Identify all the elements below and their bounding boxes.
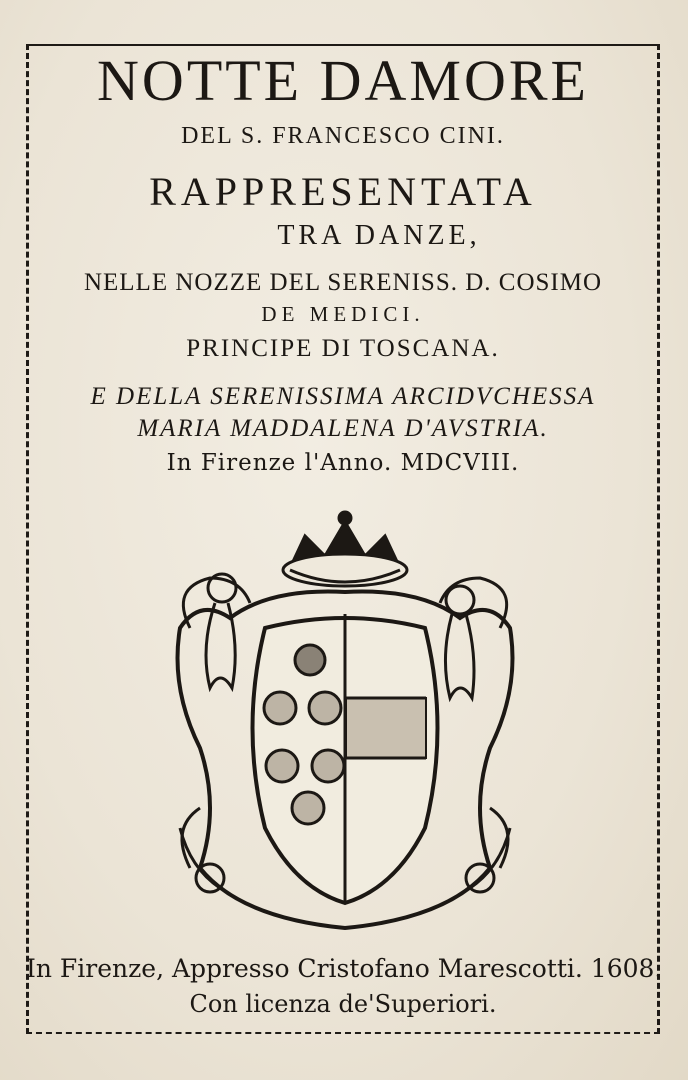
author-line: DEL S. FRANCESCO CINI. <box>181 123 505 149</box>
licenza-line: Con licenza de'Superiori. <box>189 990 497 1018</box>
nozze-line: NELLE NOZZE DEL SERENISS. D. COSIMO <box>83 269 603 296</box>
maria-line: MARIA MADDALENA D'AVSTRIA. <box>137 415 549 442</box>
year-line: In Firenze l'Anno. MDCVIII. <box>166 450 520 476</box>
rappresentata-line: RAPPRESENTATA <box>149 169 537 214</box>
arciduchessa-line: E DELLA SERENISSIMA ARCIDVCHESSA <box>90 383 596 410</box>
book-title: NOTTE DAMORE <box>97 48 589 113</box>
de-medici-line: DE MEDICI. <box>261 302 425 326</box>
imprint-line: In Firenze, Appresso Cristofano Marescotti. 1608. <box>26 954 663 983</box>
tra-danze-line: TRA DANZE, <box>277 220 481 251</box>
coat-of-arms-icon <box>160 508 530 938</box>
principe-line: PRINCIPE DI TOSCANA. <box>186 335 500 362</box>
